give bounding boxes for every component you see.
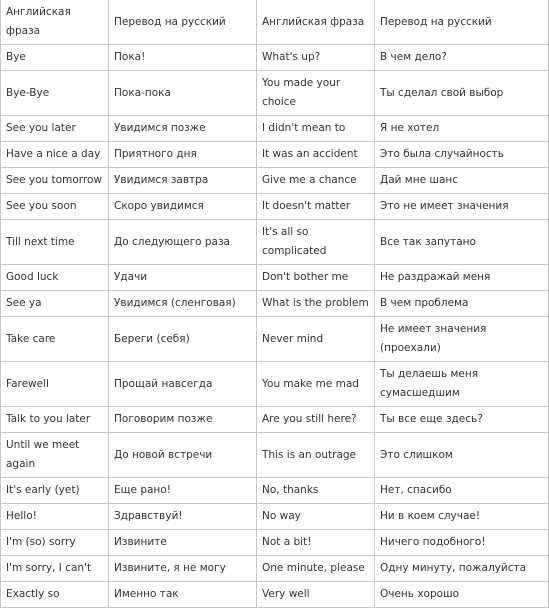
- russian-translation-cell: Скоро увидимся: [109, 194, 257, 220]
- russian-translation-cell: Пока-пока: [109, 71, 257, 116]
- table-row: [1, 168, 549, 194]
- russian-translation-cell: Прощай навсегда: [109, 362, 257, 407]
- english-phrase-cell: Very well: [257, 582, 375, 608]
- russian-translation-cell: Увидимся завтра: [109, 168, 257, 194]
- english-phrase-cell: I'm (so) sorry: [1, 530, 109, 556]
- english-phrase-cell: What's up?: [257, 45, 375, 71]
- english-phrase-cell: I'm sorry, I can't: [1, 556, 109, 582]
- english-phrase-cell: One minute, please: [257, 556, 375, 582]
- english-phrase-cell: Till next time: [1, 220, 109, 265]
- table-row: [1, 71, 549, 116]
- table-row: [1, 45, 549, 71]
- russian-translation-cell: До новой встречи: [109, 433, 257, 478]
- english-phrase-cell: Have a nice a day: [1, 142, 109, 168]
- table-row: [1, 317, 549, 362]
- russian-translation-cell: Это не имеет значения: [375, 194, 549, 220]
- table-row: [1, 194, 549, 220]
- english-phrase-cell: I didn't mean to: [257, 116, 375, 142]
- russian-translation-cell: До следующего раза: [109, 220, 257, 265]
- russian-translation-cell: Ничего подобного!: [375, 530, 549, 556]
- english-phrase-cell: Good luck: [1, 265, 109, 291]
- russian-translation-cell: Это была случайность: [375, 142, 549, 168]
- russian-translation-cell: В чем дело?: [375, 45, 549, 71]
- russian-translation-cell: Удачи: [109, 265, 257, 291]
- russian-translation-cell: Это слишком: [375, 433, 549, 478]
- russian-translation-cell: Дай мне шанс: [375, 168, 549, 194]
- russian-translation-cell: Извините: [109, 530, 257, 556]
- table-row: [1, 556, 549, 582]
- table-row: [1, 478, 549, 504]
- english-phrase-cell: Farewell: [1, 362, 109, 407]
- english-phrase-cell: What is the problem: [257, 291, 375, 317]
- russian-translation-cell: Пока!: [109, 45, 257, 71]
- russian-translation-cell: Береги (себя): [109, 317, 257, 362]
- russian-translation-cell: Очень хорошо: [375, 582, 549, 608]
- russian-translation-cell: Ты все еще здесь?: [375, 407, 549, 433]
- table-row: [1, 265, 549, 291]
- english-phrase-cell: Hello!: [1, 504, 109, 530]
- russian-translation-cell: Увидимся (сленговая): [109, 291, 257, 317]
- table-row: [1, 504, 549, 530]
- russian-translation-cell: Именно так: [109, 582, 257, 608]
- english-phrase-cell: Take care: [1, 317, 109, 362]
- english-phrase-cell: See you soon: [1, 194, 109, 220]
- english-phrase-cell: Not a bit!: [257, 530, 375, 556]
- russian-translation-cell: Приятного дня: [109, 142, 257, 168]
- english-phrase-cell: Exactly so: [1, 582, 109, 608]
- russian-translation-cell: Не имеет значения (проехали): [375, 317, 549, 362]
- english-phrase-cell: It was an accident: [257, 142, 375, 168]
- table-header-row: [1, 0, 549, 45]
- russian-translation-cell: Не раздражай меня: [375, 265, 549, 291]
- table-row: [1, 530, 549, 556]
- english-phrase-cell: This is an outrage: [257, 433, 375, 478]
- russian-translation-cell: Нет, спасибо: [375, 478, 549, 504]
- english-phrase-cell: Bye-Bye: [1, 71, 109, 116]
- table-row: [1, 142, 549, 168]
- english-phrase-cell: See ya: [1, 291, 109, 317]
- header-russian-translation-1: Перевод на русский: [109, 0, 257, 45]
- english-phrase-cell: Never mind: [257, 317, 375, 362]
- russian-translation-cell: Ты сделал свой выбор: [375, 71, 549, 116]
- english-phrase-cell: No, thanks: [257, 478, 375, 504]
- table-row: [1, 362, 549, 407]
- table-row: [1, 116, 549, 142]
- russian-translation-cell: Еще рано!: [109, 478, 257, 504]
- english-phrase-cell: Give me a chance: [257, 168, 375, 194]
- table-row: [1, 433, 549, 478]
- english-phrase-cell: Don't bother me: [257, 265, 375, 291]
- header-english-phrase-2: Английская фраза: [257, 0, 375, 45]
- english-phrase-cell: It's early (yet): [1, 478, 109, 504]
- english-phrase-cell: See you later: [1, 116, 109, 142]
- english-phrase-cell: You make me mad: [257, 362, 375, 407]
- english-phrase-cell: See you tomorrow: [1, 168, 109, 194]
- english-phrase-cell: No way: [257, 504, 375, 530]
- table-row: [1, 291, 549, 317]
- table-row: [1, 220, 549, 265]
- english-phrase-cell: It doesn't matter: [257, 194, 375, 220]
- english-phrase-cell: Talk to you later: [1, 407, 109, 433]
- russian-translation-cell: Увидимся позже: [109, 116, 257, 142]
- english-phrase-cell: Are you still here?: [257, 407, 375, 433]
- english-phrase-cell: You made your choice: [257, 71, 375, 116]
- english-phrase-cell: Bye: [1, 45, 109, 71]
- russian-translation-cell: Ни в коем случае!: [375, 504, 549, 530]
- russian-translation-cell: Все так запутано: [375, 220, 549, 265]
- russian-translation-cell: Поговорим позже: [109, 407, 257, 433]
- table-row: [1, 582, 549, 608]
- russian-translation-cell: Я не хотел: [375, 116, 549, 142]
- russian-translation-cell: Одну минуту, пожалуйста: [375, 556, 549, 582]
- russian-translation-cell: Здравствуй!: [109, 504, 257, 530]
- russian-translation-cell: Ты делаешь меня сумасшедшим: [375, 362, 549, 407]
- header-russian-translation-2: Перевод на русский: [375, 0, 549, 45]
- russian-translation-cell: В чем проблема: [375, 291, 549, 317]
- russian-translation-cell: Извините, я не могу: [109, 556, 257, 582]
- table-row: [1, 407, 549, 433]
- header-english-phrase-1: Английская фраза: [1, 0, 109, 45]
- english-phrase-cell: It's all so complicated: [257, 220, 375, 265]
- english-phrase-cell: Until we meet again: [1, 433, 109, 478]
